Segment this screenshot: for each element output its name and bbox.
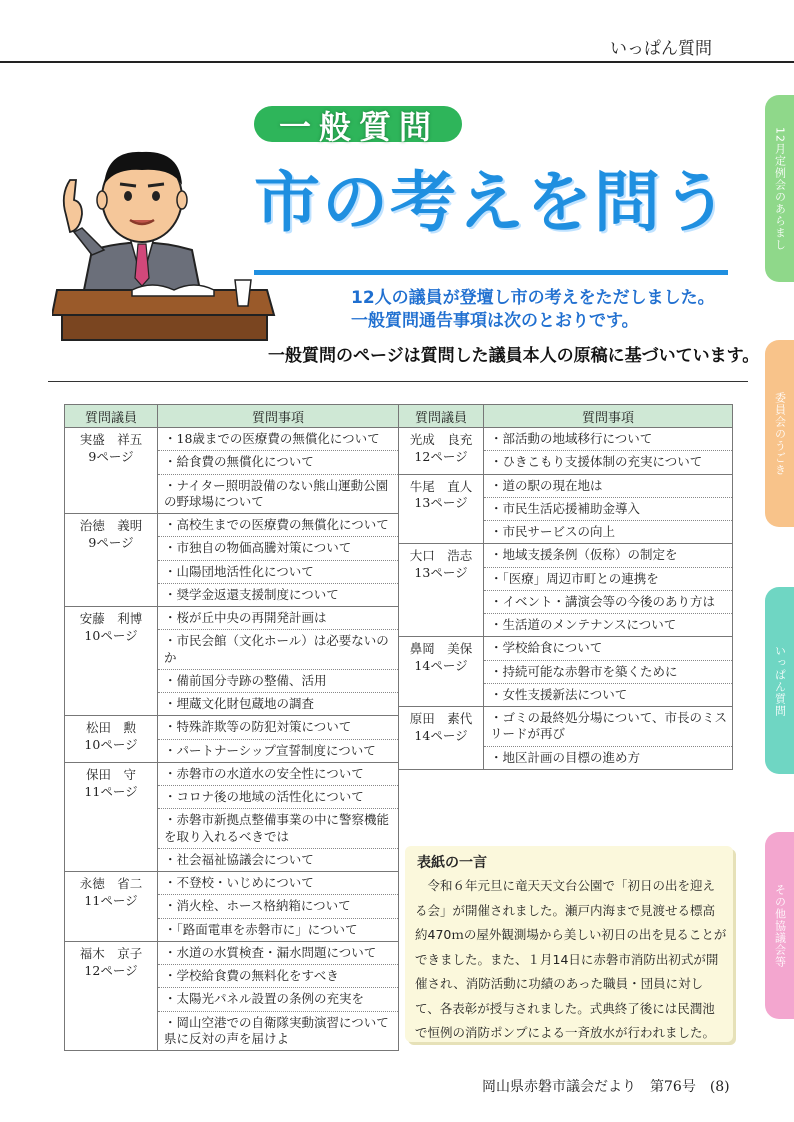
topic-item: ・市独自の物価高騰対策について [158,537,398,560]
page-title: 市の考えを問う [254,164,730,241]
topics-cell [158,872,399,942]
table-row [65,716,399,763]
tab-label: その他協議会等 [773,883,787,968]
topic-item: ・山陽団地活性化について [158,561,398,584]
topic-item: ・「医療」周辺市町との連携を [484,568,732,591]
questions-table-right [398,404,733,770]
topics-cell [484,637,733,707]
topic-item: ・地区計画の目標の進め方 [490,749,641,765]
topics-cell [158,941,399,1050]
table-row [399,544,733,637]
member-name: 大口 浩志 [409,548,473,564]
topic-item: ・18歳までの医療費の無償化について [158,428,398,451]
subtitle: 一般質問 [278,108,439,146]
section-divider [48,381,748,382]
member-cell [65,514,158,607]
intro-line-2: 一般質問通告事項は次のとおりです。 [351,311,639,331]
member-page: 12ページ [84,962,138,978]
cover-note-body: 令和６年元旦に竜天天文台公園で「初日の出を迎える会」が開催されました。瀬戸内海まで見渡せる標高約470ｍの屋外観測場から美しい初日の出を見ることができました。また、１月14日に赤磐市消防出初式が開催され、消防活動に功績のあった職員・団員に対して、各表彰が授与されました。式典終了後には民潤池で恒例の消防ポンプによる一斉放水が行われました。 [415,878,727,1040]
member-page: 13ページ [414,495,468,511]
topic-item: ・道の駅の現在地は [484,475,732,498]
header-member: 質問議員 [399,405,484,428]
header-topic: 質問事項 [484,405,733,428]
tab-regular-session[interactable] [765,95,794,282]
tab-committee[interactable] [765,340,794,527]
table-row [65,514,399,607]
member-cell [399,707,484,770]
member-name: 保田 守 [85,766,136,782]
table-row [65,428,399,514]
topic-item: ・埋蔵文化財包蔵地の調査 [164,696,315,711]
member-page: 12ページ [414,448,468,464]
topic-item: ・ひきこもり支援体制の充実について [490,454,703,470]
subtitle-badge [254,100,464,146]
table-row [399,428,733,475]
topic-item: ・給食費の無償化について [158,451,398,474]
member-cell [399,544,484,637]
topic-item: ・太陽光パネル設置の条例の充実を [158,988,398,1011]
cover-note [405,846,733,1042]
member-cell [65,762,158,871]
table-row [65,941,399,1050]
topic-item: ・パートナーシップ宣誓制度について [164,742,376,758]
member-cell [399,474,484,544]
member-name: 牛尾 直人 [409,478,473,494]
table-row [399,707,733,770]
member-page: 10ページ [84,737,138,753]
topics-cell [158,762,399,871]
topic-item: ・高校生までの医療費の無償化について [158,514,398,537]
member-cell [65,872,158,942]
intro-line-3: 一般質問のページは質問した議員本人の原稿に基づいています。 [268,346,760,366]
table-row [65,872,399,942]
speaker-illustration [52,140,277,350]
cover-note-title: 表紙の一言 [417,855,487,871]
tab-general-questions[interactable] [765,587,794,774]
questions-table-left [64,404,399,1051]
topics-cell [158,428,399,514]
member-cell [65,716,158,763]
topics-cell [158,514,399,607]
member-name: 原田 素代 [409,711,473,726]
topic-item: ・市民サービスの向上 [490,524,616,539]
topic-item: ・赤磐市の水道水の安全性について [158,763,398,786]
member-cell [65,941,158,1050]
table-row [399,474,733,544]
table-row [65,762,399,871]
topics-cell [158,607,399,716]
topic-item: ・備前国分寺跡の整備、活用 [158,670,398,693]
topic-item: ・特殊詐欺等の防犯対策について [158,716,398,739]
member-page: 11ページ [84,892,138,908]
topics-cell [484,707,733,770]
topic-item: ・桜が丘中央の再開発計画は [158,607,398,630]
footer: 岡山県赤磐市議会だより 第76号 (8) [482,1079,730,1095]
topics-cell [158,716,399,763]
section-label: いっぱん質問 [610,39,712,59]
topic-item: ・市民会館（文化ホール）は必要ないのか [158,630,398,670]
topic-item: ・社会福祉協議会について [164,851,314,867]
member-cell [65,607,158,716]
topic-item: ・「路面電車を赤磐市に」について [164,921,358,937]
topic-item: ・地域支援条例（仮称）の制定を [484,544,732,567]
topic-item: ・部活動の地域移行について [484,428,732,451]
topic-item: ・学校給食について [484,637,732,660]
topics-cell [484,474,733,544]
table-row [65,607,399,716]
topic-item: ・水道の水質検査・漏水問題について [158,942,398,965]
member-name: 安藤 利博 [79,611,143,626]
member-page: 14ページ [414,727,468,743]
member-page: 9ページ [88,534,134,550]
title-rule [254,270,728,275]
member-cell [65,428,158,514]
topic-item: ・消火栓、ホース格納箱について [158,895,398,918]
member-name: 福木 京子 [79,945,143,961]
tab-label: 12月定例会のあらまし [773,126,787,251]
member-page: 14ページ [414,658,468,674]
member-cell [399,428,484,475]
topic-item: ・学校給食費の無料化をすべき [158,965,398,988]
member-page: 9ページ [88,448,134,464]
member-page: 13ページ [414,565,468,581]
member-name: 光成 良充 [409,432,473,447]
member-name: 治徳 義明 [79,518,143,533]
topic-item: ・不登校・いじめについて [158,872,398,895]
topic-item: ・ナイター照明設備のない熊山運動公園の野球場について [164,477,389,509]
member-cell [399,637,484,707]
topic-item: ・持続可能な赤磐市を築くために [484,661,732,684]
topic-item: ・コロナ後の地域の活性化について [158,786,398,809]
member-name: 鼻岡 美保 [409,641,473,657]
tab-other-councils[interactable] [765,832,794,1019]
topic-item: ・イベント・講演会等の今後のあり方は [484,591,732,614]
topics-cell [484,544,733,637]
header-rule [0,61,794,63]
topic-item: ・奨学金返還支援制度について [164,586,339,602]
topics-cell [484,428,733,475]
tab-label: いっぱん質問 [773,644,787,717]
table-row [399,637,733,707]
topic-item: ・生活道のメンテナンスについて [490,617,677,632]
header-member: 質問議員 [65,405,158,428]
topic-item: ・女性支援新法について [490,686,628,702]
topic-item: ・市民生活応援補助金導入 [484,498,732,521]
member-page: 11ページ [84,783,138,799]
member-name: 松田 勲 [85,720,136,736]
intro-line-1: 12人の議員が登壇し市の考えをただしました。 [351,288,715,308]
topic-item: ・赤磐市新拠点整備事業の中に警察機能を取り入れるべきでは [158,809,398,849]
member-name: 実盛 祥五 [79,432,143,447]
member-name: 永徳 省二 [79,876,143,891]
member-page: 10ページ [84,627,138,643]
tab-label: 委員会のうごき [773,391,787,476]
header-topic: 質問事項 [158,405,399,428]
topic-item: ・岡山空港での自衛隊実動演習について県に反対の声を届けよ [164,1014,389,1046]
topic-item: ・ゴミの最終処分場について、市長のミスリードが再び [484,707,732,747]
